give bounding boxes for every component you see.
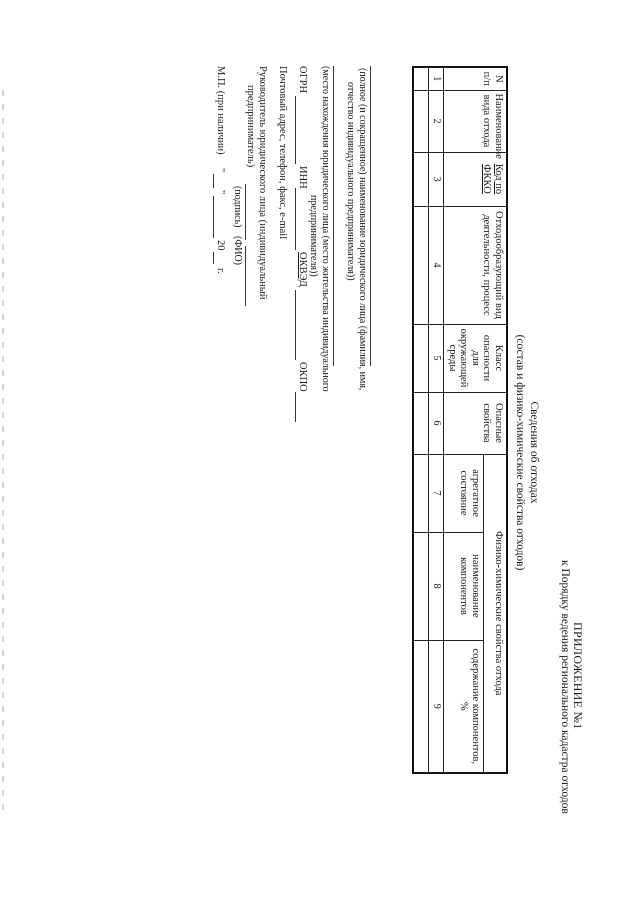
address-caption-line2: предпринимателя)): [308, 195, 319, 277]
date-quote-close: ": [215, 190, 226, 195]
appendix-title: ПРИЛОЖЕНИЕ №1: [571, 622, 585, 730]
table-cell: [413, 206, 429, 324]
date-year-prefix: 20: [215, 240, 226, 251]
okved-label: ОКВЭД: [297, 252, 308, 287]
document-subtitle: (состав и физико-химические свойства отходов): [514, 334, 526, 571]
fio-line: [245, 246, 246, 306]
inn-line: [295, 188, 296, 250]
head-label-line2: предприниматель): [245, 85, 256, 168]
header-hazard-class: Класс опасности для окружающей среды: [444, 324, 507, 392]
column-number: 1: [429, 67, 444, 90]
table-cell: [413, 67, 429, 90]
column-number-row: [429, 67, 444, 773]
table-cell: [413, 454, 429, 532]
table-header-row: [483, 67, 507, 773]
entity-caption-line1: (полное (и сокращенное) наименование юридического лица (фамилия, имя,: [357, 68, 368, 391]
table-row-empty: [413, 67, 429, 773]
header-activity: Отходообразующий вид деятельности, процесс: [444, 206, 507, 324]
fio-caption: (ФИО): [232, 236, 243, 266]
table-cell: [413, 324, 429, 392]
date-year-line: [213, 252, 214, 264]
okpo-line: [295, 392, 296, 422]
date-year-suffix: г.: [215, 268, 226, 274]
table-cell: [413, 640, 429, 773]
header-fkko-code: Код по ФККО: [444, 152, 507, 206]
header-phys-chem-group: Физико-химические свойства отхода: [483, 454, 507, 773]
okved-line: [295, 290, 296, 360]
header-num: N п/п: [444, 67, 507, 90]
header-component-names: наименование компонентов: [444, 532, 483, 640]
ogrn-line: [295, 96, 296, 164]
table-cell: [413, 152, 429, 206]
header-waste-name: Наименование вида отхода: [444, 90, 507, 152]
head-label-line1: Руководитель юридического лица (индивидуальный: [257, 66, 268, 300]
entity-name-line: [370, 66, 371, 366]
table-cell: [413, 392, 429, 454]
signature-caption: (подпись): [232, 186, 243, 228]
document-title: Сведения об отходах: [528, 401, 540, 504]
date-month-line: [213, 196, 214, 238]
okpo-label: ОКПО: [297, 362, 308, 392]
header-component-content: содержание компонентов, %: [444, 640, 483, 773]
waste-table: [412, 66, 508, 774]
address-line: [333, 66, 334, 366]
scan-artifact: [2, 90, 4, 810]
column-number: 7: [429, 454, 444, 532]
date-day-line: [213, 174, 214, 188]
signature-line: [245, 184, 246, 240]
inn-label: ИНН: [297, 166, 308, 189]
appendix-subtitle: к Порядку ведения регионального кадастра отходов: [559, 560, 571, 814]
column-number: 4: [429, 206, 444, 324]
ogrn-label: ОГРН: [297, 66, 308, 94]
entity-caption-line2: отчество индивидуального предпринимателя)): [345, 82, 356, 281]
table-cell: [413, 90, 429, 152]
contacts-label: Почтовый адрес, телефон, факс, e-mail: [277, 66, 288, 240]
address-caption-line1: (место нахождения юридического лица (место жительства индивидуального: [320, 66, 331, 392]
header-aggregate-state: агрегатное состояние: [444, 454, 483, 532]
column-number: 3: [429, 152, 444, 206]
column-number: 6: [429, 392, 444, 454]
column-number: 2: [429, 90, 444, 152]
column-number: 5: [429, 324, 444, 392]
stamp-label: М.П. (при наличии): [215, 66, 226, 155]
header-hazard-properties: Опасные свойства: [444, 392, 507, 454]
column-number: 8: [429, 532, 444, 640]
table-cell: [413, 532, 429, 640]
date-quote-open: ": [215, 168, 226, 173]
column-number: 9: [429, 640, 444, 773]
